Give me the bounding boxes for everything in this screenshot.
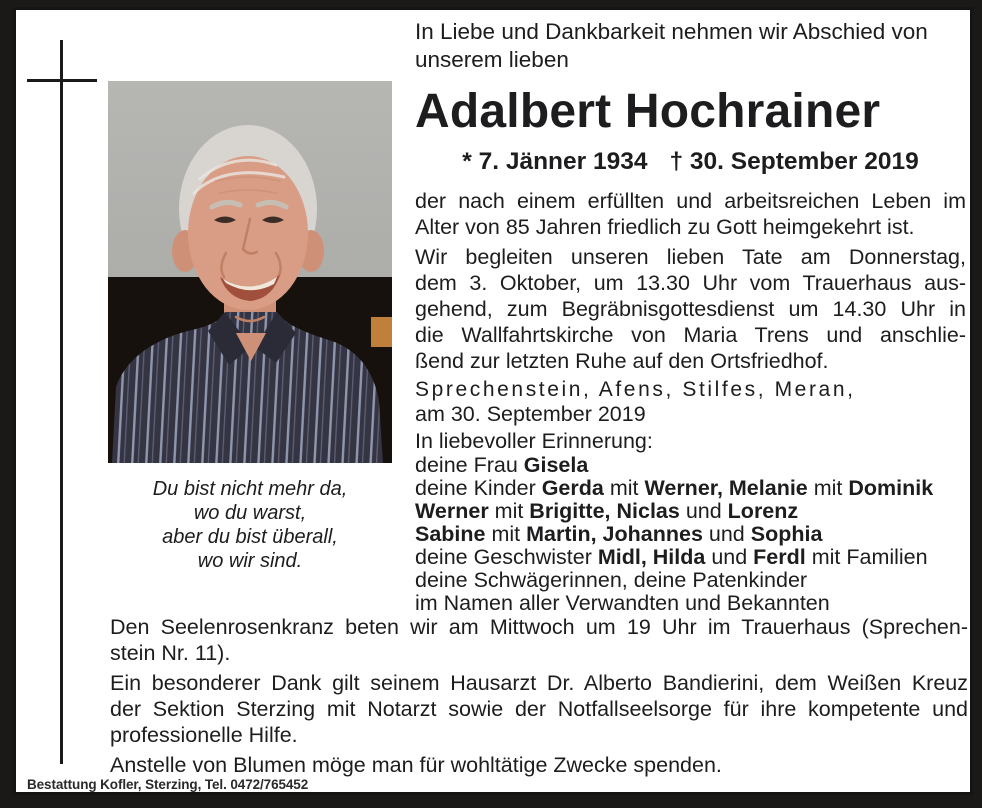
text-line: Wir begleiten unseren lieben Tate am Donnerstag, (415, 245, 966, 269)
text-line: Alter von 85 Jahren friedlich zu Gott heimgekehrt ist. (415, 215, 915, 239)
text-line: In Liebe und Dankbarkeit nehmen wir Abschied von (415, 19, 928, 44)
memorial-cross-horizontal (27, 79, 97, 82)
family-line: deine Frau Gisela (415, 453, 589, 477)
text-line: dem 3. Oktober, um 13.30 Uhr vom Trauerhaus aus- (415, 271, 966, 295)
text-line: der Sektion Sterzing mit Notarzt sowie der Notfallseelsorge für ihre kompetente und (110, 697, 968, 721)
family-line: deine Schwägerinnen, deine Patenkinder (415, 568, 808, 592)
memory-heading: In liebevoller Erinnerung: (415, 429, 653, 453)
death-date: † 30. September 2019 (669, 148, 919, 175)
bottom-text-block (110, 614, 968, 778)
obituary-paragraph (415, 188, 966, 240)
birth-date: * 7. Jänner 1934 (462, 148, 648, 175)
main-text-column (415, 18, 966, 615)
portrait-photo (108, 81, 392, 463)
life-dates (415, 147, 966, 176)
text-line: unserem lieben (415, 47, 569, 72)
text-line: gehend, zum Begräbnisgottesdienst um 14.30 Uhr in (415, 297, 966, 321)
text-line: die Wallfahrtskirche von Maria Trens und anschlie- (415, 323, 966, 347)
family-line: Werner mit Brigitte, Niclas und Lorenz (415, 499, 799, 523)
farewell-quote (92, 477, 408, 573)
donation-line (110, 752, 968, 778)
family-line: deine Kinder Gerda mit Werner, Melanie mit Dominik (415, 476, 934, 500)
text-line: Den Seelenrosenkranz beten wir am Mittwoch um 19 Uhr im Trauerhaus (Sprechen- (110, 615, 968, 639)
funeral-home-contact: Bestattung Kofler, Sterzing, Tel. 0472/765452 (27, 777, 309, 792)
text-line: aber du bist überall, (162, 526, 338, 548)
deceased-name: Adalbert Hochrainer (415, 85, 881, 138)
thanks-paragraph (110, 670, 968, 748)
text-line: professionelle Hilfe. (110, 723, 298, 747)
text-line: Ein besonderer Dank gilt seinem Hausarzt Dr. Alberto Bandierini, dem Weißen Kreuz (110, 671, 968, 695)
intro-text (415, 18, 966, 74)
photo-wood-detail (371, 317, 392, 347)
text-line: ßend zur letzten Ruhe auf den Ortsfriedhof. (415, 349, 829, 373)
family-list (415, 454, 966, 615)
text-line: wo wir sind. (197, 550, 303, 572)
rosary-paragraph (110, 614, 968, 666)
text-line: stein Nr. 11). (110, 641, 231, 665)
obituary-card (13, 7, 973, 795)
memorial-cross-vertical (60, 40, 63, 764)
places-line: Sprechenstein, Afens, Stilfes, Meran, (415, 378, 856, 401)
text-line: wo du warst, (193, 502, 307, 524)
text-line: der nach einem erfüllten und arbeitsreichen Leben im (415, 189, 966, 213)
funeral-paragraph (415, 244, 966, 374)
date-line: am 30. September 2019 (415, 402, 646, 426)
family-line: deine Geschwister Midl, Hilda und Ferdl mit Familien (415, 545, 928, 569)
text-line: Du bist nicht mehr da, (152, 478, 348, 500)
family-line: im Namen aller Verwandten und Bekannten (415, 591, 830, 615)
family-line: Sabine mit Martin, Johannes und Sophia (415, 522, 823, 546)
text-line: Anstelle von Blumen möge man für wohltätige Zwecke spenden. (110, 753, 722, 777)
